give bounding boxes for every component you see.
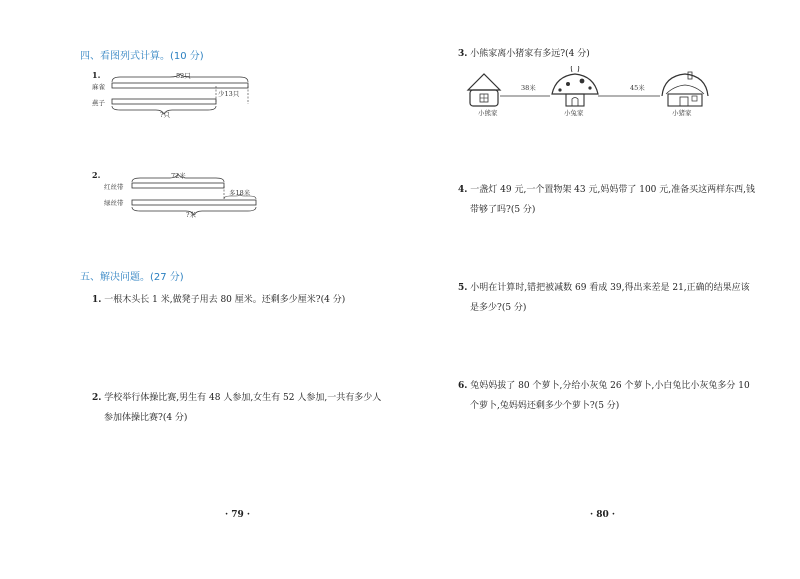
diagram-2-question-label: ?米 — [186, 211, 196, 219]
question-5-number: 5. — [458, 283, 468, 293]
diagram-2-bars — [130, 172, 265, 217]
section-4-points: (10 分) — [170, 51, 204, 62]
question-6-line2: 个萝卜,兔妈妈还剩多少个萝卜?(5 分) — [470, 401, 620, 411]
diagram-1-number: 1. — [92, 70, 101, 80]
rabbit-mushroom-house-icon — [552, 66, 598, 106]
section-5-points: (27 分) — [150, 272, 184, 283]
diagram-2-row1-label: 红丝带 — [104, 183, 124, 191]
section-4-heading — [80, 47, 204, 62]
question-5-1-text: 一根木头长 1 米,做凳子用去 80 厘米。还剩多少厘米?(4 分) — [104, 295, 346, 305]
diagram-2-bar-1 — [132, 183, 224, 188]
pig-house-icon — [662, 72, 708, 106]
question-6-number: 6. — [458, 381, 468, 391]
pig-house-label: 小猪家 — [672, 109, 692, 117]
diagram-2-row2-label: 绿丝带 — [104, 199, 124, 207]
question-5-1-number: 1. — [92, 295, 102, 305]
question-5-1 — [92, 290, 345, 310]
question-5-2-number: 2. — [92, 393, 102, 403]
question-5-2-line1: 学校举行体操比赛,男生有 48 人参加,女生有 52 人参加,一共有多少人 — [104, 393, 382, 403]
diagram-1-total-label: 52只 — [176, 72, 191, 80]
diagram-1-bar-1 — [112, 83, 248, 88]
question-4-line1: 一盏灯 49 元,一个置物架 43 元,妈妈带了 100 元,准备买这两样东西,钱 — [470, 185, 755, 195]
diagram-1-row2-label: 燕子 — [92, 99, 105, 107]
diagram-2-top-brace — [132, 174, 224, 182]
section-4-title: 四、看图列式计算。 — [80, 51, 170, 62]
section-5-title: 五、解决问题。 — [80, 272, 150, 283]
question-6 — [458, 376, 750, 416]
question-5-2 — [92, 388, 381, 428]
diagram-1-bottom-brace — [112, 106, 216, 114]
diagram-2-diff-brace — [224, 194, 256, 199]
question-4-number: 4. — [458, 185, 468, 195]
diagram-2-bottom-brace — [132, 207, 256, 215]
diagram-1-diff-label: 少13只 — [218, 90, 240, 98]
diagram-2-diff-label: 多18米 — [229, 189, 251, 197]
question-6-line1: 兔妈妈拔了 80 个萝卜,分给小灰兔 26 个萝卜,小白兔比小灰兔多分 10 — [470, 381, 750, 391]
diagram-1-question-label: ?只 — [160, 111, 170, 119]
section-5-heading — [80, 268, 184, 283]
diagram-1-total-brace — [112, 74, 248, 82]
diagram-2-number: 2. — [92, 170, 101, 180]
distance-1-label: 38米 — [521, 84, 536, 92]
question-4 — [458, 180, 755, 220]
diagram-2-total-label: 72米 — [171, 172, 186, 180]
diagram-2-bar-2 — [132, 200, 256, 205]
question-5-line1: 小明在计算时,错把被减数 69 看成 39,得出来差是 21,正确的结果应该 — [470, 283, 750, 293]
distance-2-label: 45米 — [630, 84, 645, 92]
bear-house-icon — [468, 74, 500, 106]
page-number-left: · 79 · — [225, 510, 251, 520]
question-4-line2: 带够了吗?(5 分) — [470, 205, 536, 215]
diagram-1-bars — [100, 72, 260, 117]
page-number-right: · 80 · — [590, 510, 616, 520]
diagram-1-row1-label: 麻雀 — [92, 83, 105, 91]
diagram-1-bar-2 — [112, 99, 216, 104]
question-5-line2: 是多少?(5 分) — [470, 303, 527, 313]
question-5-2-line2: 参加体操比赛?(4 分) — [104, 413, 188, 423]
rabbit-house-label: 小兔家 — [564, 109, 584, 117]
question-3-number: 3. — [458, 49, 468, 59]
bear-house-label: 小熊家 — [478, 109, 498, 117]
question-3-text: 小熊家离小猪家有多远?(4 分) — [470, 49, 590, 59]
question-5 — [458, 278, 750, 318]
question-3 — [458, 44, 590, 64]
